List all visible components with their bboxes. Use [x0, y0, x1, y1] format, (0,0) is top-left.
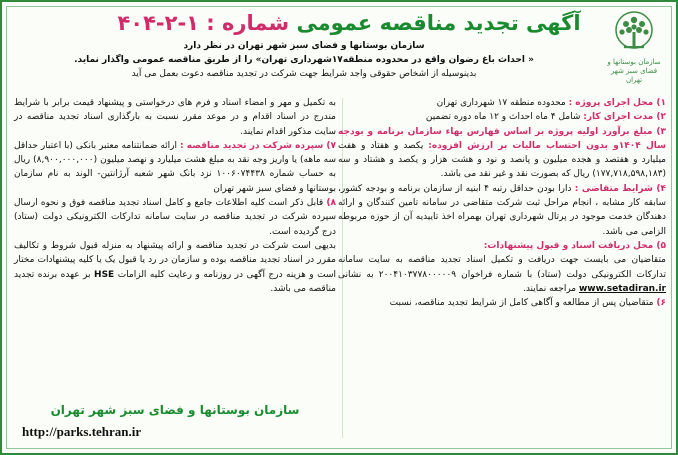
intro-block [14, 39, 594, 81]
section-4 [338, 182, 666, 239]
right-column [338, 96, 666, 310]
closing-text: بدیهی است شرکت در تجدید مناقصه و ارائه پیشنهاد به منزله قبول شروط و تکالیف مقرر در اسناد تجدید مناقصه بوده و سازمان در رد یا قبول یک یا کلیه پیشنهادات مختار است و هزینه درج آگهی در روزنامه و رعایت کلیه الزامات [14, 240, 336, 280]
section-6-text: متقاضیان پس از مطالعه و آگاهی کامل از شرایط تجدید مناقصه، نسبت [389, 298, 654, 309]
section-6 [338, 296, 666, 310]
logo-caption: سازمان بوستانها و فضای سبز شهر تهران [607, 58, 661, 84]
section-8 [14, 196, 336, 239]
section-7-heading: ۷) سپرده شرکت در تجدید مناقصه : [179, 140, 336, 151]
footer-website-link[interactable]: http://parks.tehran.ir [22, 424, 142, 439]
closing-paragraph [14, 239, 336, 296]
notice-title [102, 8, 596, 38]
left-column [14, 96, 336, 296]
intro-line-3: بدینوسیله از اشخاص حقوقی واجد شرایط جهت شرکت در تجدید مناقصه دعوت بعمل می آید [131, 69, 477, 79]
setad-link[interactable]: www.setadiran.ir [578, 283, 666, 294]
section-3-heading: ۳) مبلغ برآورد اولیه پروژه بر اساس فهارس بهاء سازمان برنامه و بودجه سال ۱۴۰۴و بدون احتساب مالیات بر ارزش افزوده: [338, 126, 666, 151]
section-5-text-end: مراجعه نمایند. [522, 283, 577, 294]
section-1-heading: ۱) محل اجرای پروژه : [568, 98, 666, 108]
hse-label: HSE [94, 269, 115, 280]
section-5-body [338, 253, 666, 296]
closing-text-end: بر عهده برنده تجدید مناقصه می باشد. [14, 269, 336, 294]
intro-line-2: « احداث باغ رضوان واقع در محدوده منطقه۱۷شهرداری تهران» را از طریق مناقصه عمومی واگذار نماید. [74, 55, 534, 65]
section-2-heading: ۲) مدت اجرای کار: [583, 112, 666, 123]
section-4-heading: ۴) شرایط متقاضی : [574, 183, 666, 194]
section-7 [14, 139, 336, 196]
section-7-text: ارائه ضمانتنامه معتبر بانکی (با اعتبار حداقل سه ماهه) یا واریز وجه نقد به مبلغ هشت میلیارد و نهصد میلیون (۸,۹۰۰,۰۰۰,۰۰۰) ریال به حساب شماره ۱۰۰۶۰۷۴۴۳۸ نزد بانک شهر شعبه آرژانتین- الوند به نام سازمان بوستانها و فضای سبز شهر تهران [14, 140, 336, 194]
section-2-text: شامل ۴ ماه احداث و ۱۲ ماه دوره تضمین [425, 112, 581, 123]
section-6-heading: ۶) [656, 298, 666, 309]
section-5-heading: ۵) محل دریافت اسناد و قبول پیشنهادات: [483, 240, 666, 251]
organization-logo [602, 10, 666, 90]
section-1 [338, 96, 666, 110]
intro-line-1: سازمان بوستانها و فضای سبز شهر تهران در نظر دارد [183, 41, 425, 51]
section-3-text: یکصد و هفتاد و هفت میلیارد و هفتصد و هجده میلیون و پانصد و نود و هشت هزار و یکصد و هشتاد و سه (۱۷۷,۷۱۸,۵۹۸,۱۸۳) ریال که بصورت نقد و غیر نقد می باشد. [338, 140, 666, 180]
section-8-text: قابل ذکر است کلیه اطلاعات جامع و کامل اسناد تجدید مناقصه فوق و نحوه ارسال سپرده شرکت در تجدید مناقصه در سایت سامانه تدارکات الکترونیکی دولت (ستاد) درج گردیده است. [14, 198, 336, 237]
section-4-text: دارا بودن حداقل رتبه ۴ ابنیه از سازمان برنامه و بودجه کشور، سابقه کار مشابه ، انجام مراحل ثبت شرکت متقاضی در سامانه تامین کنندگان و ارائه دهندگان خدمت موجود در پرتال شهرداری تهران بهمراه اخذ تاییدیه آن از حوزه مربوطه الزامی می باشد. [338, 183, 666, 237]
section-8-heading: ۸) [326, 198, 336, 209]
tree-logo-icon [610, 10, 658, 56]
footer-organization: سازمان بوستانها و فضای سبز شهر تهران [50, 403, 300, 417]
section-5 [338, 239, 666, 253]
section-3 [338, 125, 666, 182]
title-main: آگهی تجدید مناقصه عمومی [296, 11, 581, 35]
section-6-continued: به تکمیل و مهر و امضاء اسناد و فرم های درخواستی و پیشنهاد قیمت برابر با شرایط مندرج در اسناد اقدام و در موعد مقرر نسبت به بارگذاری اسناد تجدید مناقصه در سایت مذکور اقدام نمایند. [14, 98, 336, 137]
section-2 [338, 110, 666, 124]
section-5-text: متقاضیان می بایست جهت دریافت و تکمیل اسناد تجدید مناقصه به سایت سامانه تدارکات الکترونیکی دولت (ستاد) با شماره فراخوان ۲۰۰۴۱۰۳۷۷۸۰۰۰۰۰۹ به نشانی [338, 255, 666, 280]
title-number: شماره : ۱-۲-۴۰۴ [117, 11, 290, 35]
section-1-text: محدوده منطقه ۱۷ شهرداری تهران [436, 98, 566, 108]
